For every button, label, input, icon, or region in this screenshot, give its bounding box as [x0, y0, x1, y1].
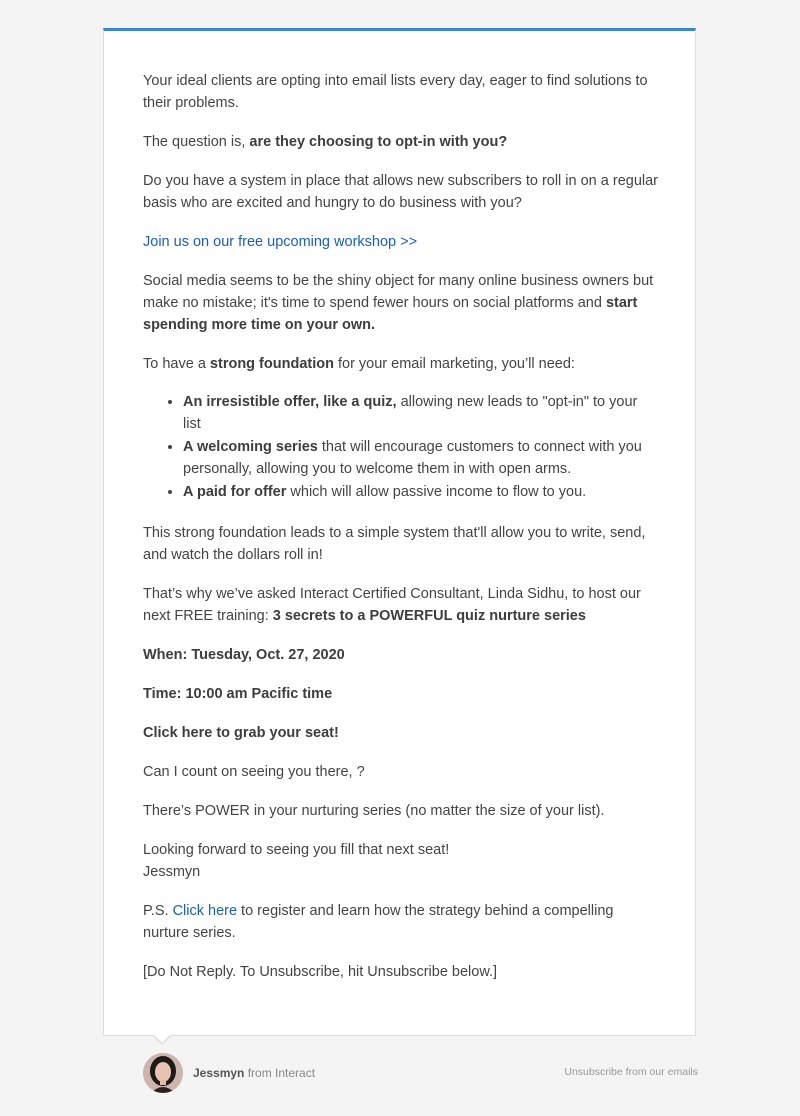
paragraph-disclaimer: [Do Not Reply. To Unsubscribe, hit Unsubscribe below.] — [143, 964, 498, 980]
sender-line — [193, 1066, 315, 1080]
paragraph-workshop — [143, 231, 659, 253]
paragraph-simple-system: This strong foundation leads to a simple system that'll allow you to write, send, and watch the dollars roll in! — [143, 525, 646, 563]
paragraph-cta — [143, 722, 659, 744]
paragraph-ps: P.S. Click here to register and learn how the strategy behind a compelling nurture series. — [143, 903, 614, 941]
paragraph-question: The question is, are they choosing to opt-in with you? — [143, 134, 508, 150]
grab-seat-link[interactable]: Click here to grab your seat! — [143, 725, 339, 741]
paragraph-system: Do you have a system in place that allows new subscribers to roll in on a regular basis who are excited and hungry to do business with you? — [143, 173, 659, 211]
sender-name: Jessmyn — [193, 1066, 245, 1080]
list-item: • An irresistible offer, like a quiz, allowing new leads to "opt-in" to your list — [183, 391, 659, 435]
event-date: When: Tuesday, Oct. 27, 2020 — [143, 647, 345, 663]
requirements-list — [143, 391, 659, 503]
card-pointer-fill — [153, 1034, 171, 1043]
paragraph-intro: Your ideal clients are opting into email lists every day, eager to find solutions to their problems. — [143, 73, 648, 111]
event-time: Time: 10:00 am Pacific time — [143, 686, 333, 702]
signature: Jessmyn — [143, 864, 201, 880]
sender-from: from Interact — [244, 1066, 316, 1080]
paragraph-power: There’s POWER in your nurturing series (no matter the size of your list). — [143, 803, 605, 819]
email-body — [143, 70, 659, 1000]
paragraph-foundation: To have a strong foundation for your email marketing, you’ll need: — [143, 356, 575, 372]
unsubscribe-link[interactable]: Unsubscribe from our emails — [564, 1066, 698, 1078]
ps-register-link[interactable]: Click here — [172, 903, 238, 919]
paragraph-signoff: Looking forward to seeing you fill that next seat! Jessmyn — [143, 842, 450, 880]
avatar — [143, 1053, 183, 1093]
list-item: • A paid for offer which will allow passive income to flow to you. — [183, 481, 659, 503]
email-footer — [143, 1053, 698, 1095]
list-item: • A welcoming series that will encourage customers to connect with you personally, allowing you to welcome them in with open arms. — [183, 436, 659, 480]
workshop-link[interactable]: Join us on our free upcoming workshop >> — [143, 234, 418, 250]
avatar-photo-icon — [143, 1053, 183, 1093]
paragraph-training: That’s why we’ve asked Interact Certified Consultant, Linda Sidhu, to host our next FREE training: 3 secrets to a POWERFUL quiz nurture series — [143, 586, 641, 624]
paragraph-count-on: Can I count on seeing you there, ? — [143, 764, 365, 780]
paragraph-social: Social media seems to be the shiny object for many online business owners but make no mistake; it's time to spend fewer hours on social platforms and start spending more time on your own. — [143, 273, 654, 333]
